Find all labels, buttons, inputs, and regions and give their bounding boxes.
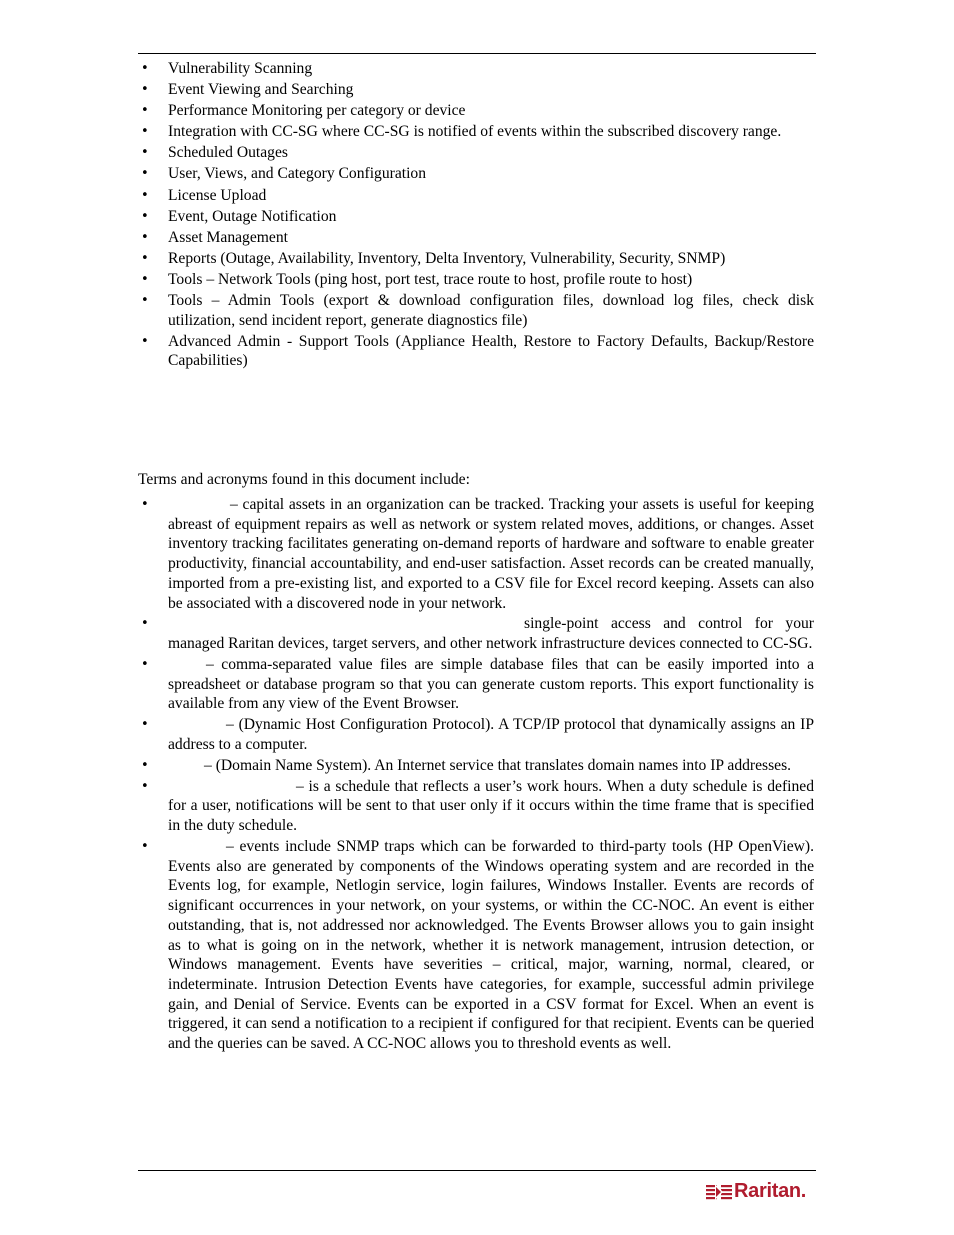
feature-list (138, 59, 814, 372)
list-item: • Asset Management (138, 228, 814, 248)
list-item: • User, Views, and Category Configuration (138, 164, 814, 184)
terms-intro: Terms and acronyms found in this document include: (138, 471, 470, 488)
term-definition: – (Dynamic Host Configuration Protocol). A TCP/IP protocol that dynamically assigns an IP address to a computer. (168, 716, 814, 753)
list-item: • Integration with CC-SG where CC-SG is notified of events within the subscribed discovery range. (138, 122, 814, 142)
term-item (138, 756, 814, 776)
term-definition: – comma-separated value files are simple database files that can be easily imported into a spreadsheet or database program so that you can generate custom reports. This export functionality is available from any view of the Event Browser. (168, 656, 814, 713)
list-item: • Scheduled Outages (138, 143, 814, 163)
term-item (138, 837, 814, 1054)
raritan-logo-icon (706, 1182, 732, 1202)
term-definition: – (Domain Name System). An Internet service that translates domain names into IP addresses. (204, 756, 792, 774)
list-item: • Event Viewing and Searching (138, 80, 814, 100)
terms-list (138, 495, 814, 1055)
term-definition: single-point access and control for your managed Raritan devices, target servers, and other network infrastructure devices connected to CC-SG. (168, 615, 814, 653)
list-item: • Advanced Admin - Support Tools (Appliance Health, Restore to Factory Defaults, Backup/Restore Capabilities) (138, 332, 814, 371)
term-item (138, 777, 814, 836)
term-item (138, 495, 814, 613)
list-item: • Vulnerability Scanning (138, 59, 814, 79)
header-rule (138, 53, 816, 54)
term-definition: – is a schedule that reflects a user’s work hours. When a duty schedule is defined for a user, notifications will be sent to that user only if it occurs within the time frame that is specified in the duty schedule. (168, 777, 814, 835)
raritan-logo-text: Raritan. (734, 1180, 807, 1202)
raritan-logo (706, 1180, 806, 1203)
list-item: • Performance Monitoring per category or device (138, 101, 814, 121)
term-definition: – events include SNMP traps which can be forwarded to third-party tools (HP OpenView). Events also are generated by components of the Windows operating system and are recorded in the Events log, for example, Netlogin service, login failures, Windows Installer. Events are records of significant occurrences in your network, on your systems, or within the CC-NOC. An event is either outstanding, that is, not addressed nor acknowledged. The Events Browser allows you to gain insight as to what is going on in the network, whether it is network management, intrusion detection, or Windows management. Events have severities – critical, major, warning, normal, cleared, or indeterminate. Intrusion Detection Events have categories, for example, successful admin privilege gain, and Denial of Service. Events can be exported in a CSV format for Excel. When an event is triggered, it can send a notification to a recipient if configured for that recipient. Events can be queried and the queries can be saved. A CC-NOC allows you to threshold events as well. (168, 838, 814, 1053)
list-item: • Event, Outage Notification (138, 207, 814, 227)
term-item (138, 655, 814, 714)
list-item: • Tools – Admin Tools (export & download configuration files, download log files, check disk utilization, send incident report, generate diagnostics file) (138, 291, 814, 330)
term-definition: – capital assets in an organization can be tracked. Tracking your assets is useful for keeping abreast of equipment repairs as well as network or system related moves, additions, or changes. Asset inventory tracking facilitates generating on-demand reports of hardware and software to enable greater productivity, financial accountability, and end-user satisfaction. Asset records can be created manually, imported from a pre-existing list, and exported to a CSV file for Excel record keeping. Assets can also be associated with a discovered node in your network. (168, 496, 814, 612)
footer-rule (138, 1170, 816, 1171)
list-item: • Reports (Outage, Availability, Inventory, Delta Inventory, Vulnerability, Security, SNMP) (138, 249, 814, 269)
list-item: • License Upload (138, 186, 814, 206)
list-item: • Tools – Network Tools (ping host, port test, trace route to host, profile route to host) (138, 270, 814, 290)
term-item (138, 715, 814, 754)
term-item (138, 614, 814, 653)
